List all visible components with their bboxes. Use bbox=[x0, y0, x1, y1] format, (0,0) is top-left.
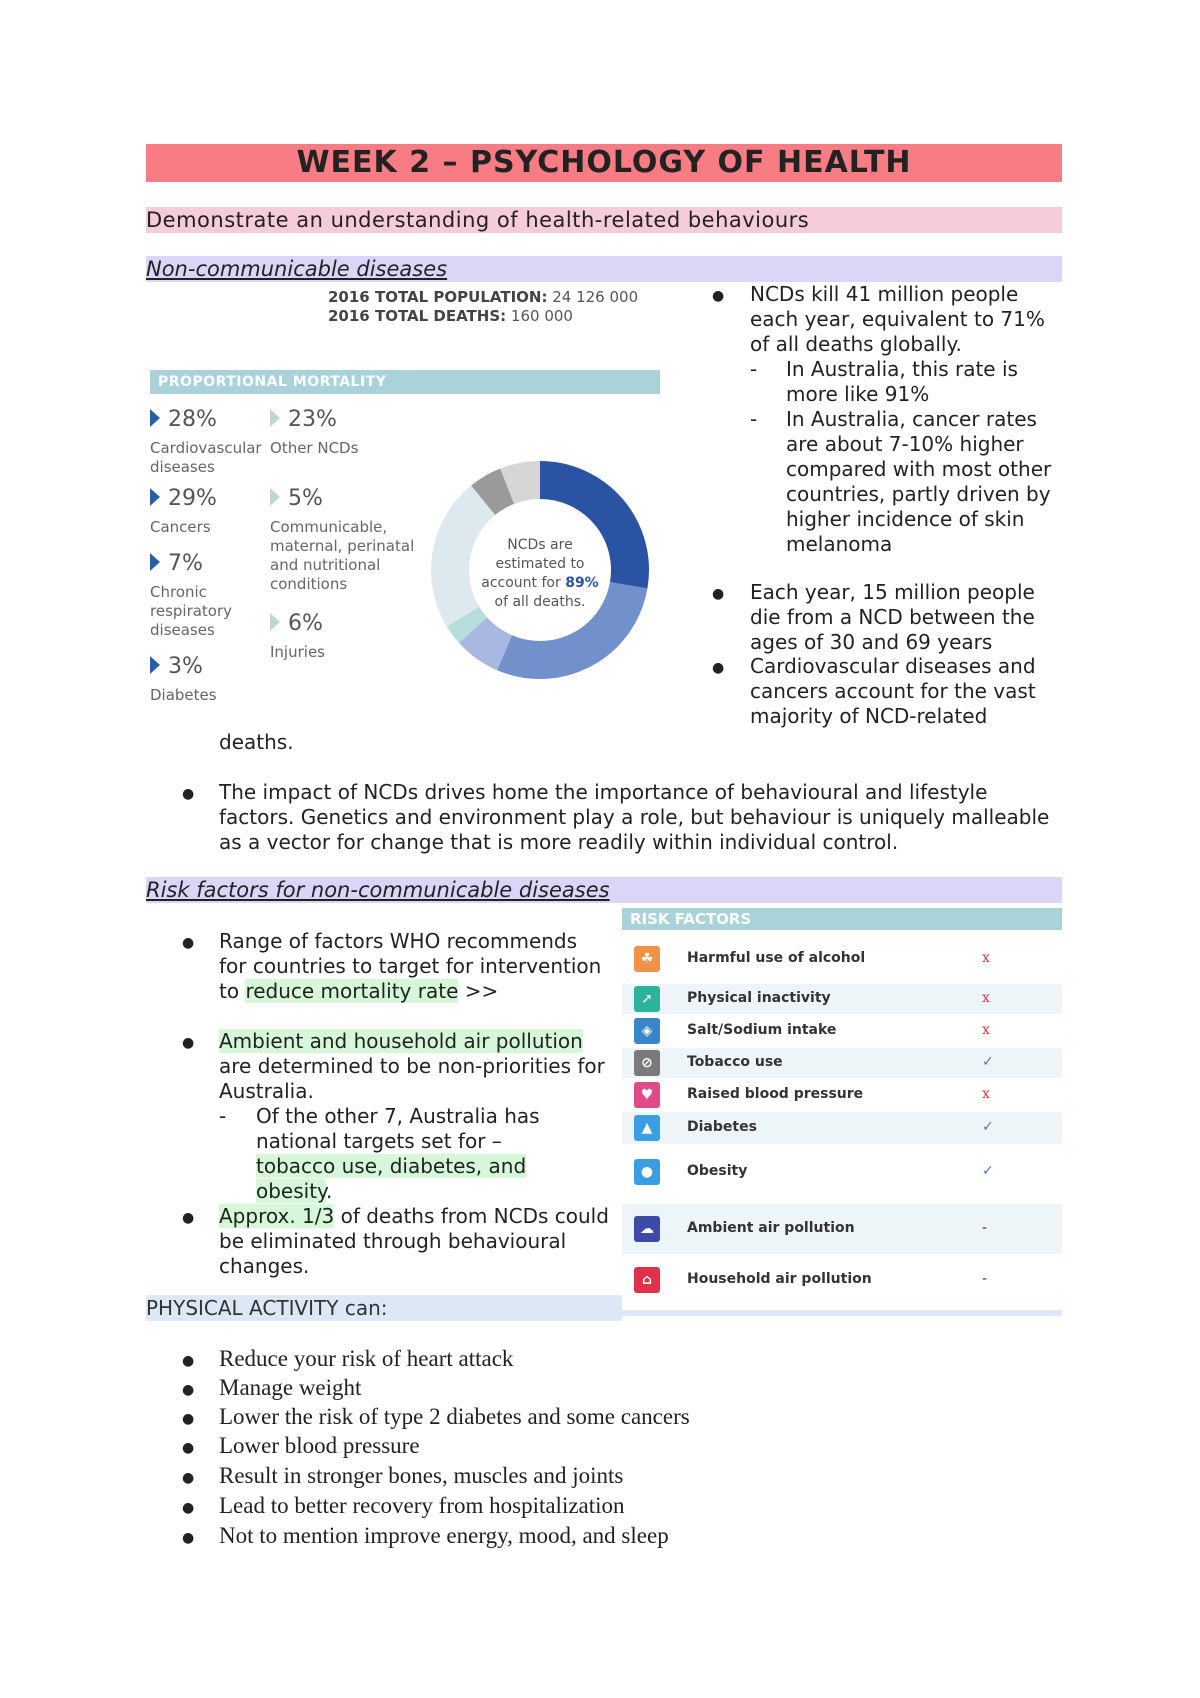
risk-row-tobacco bbox=[622, 1048, 1062, 1078]
risk-mark: x bbox=[982, 990, 990, 1006]
stat-diabetes bbox=[150, 654, 217, 705]
stat-label: Injuries bbox=[270, 643, 325, 661]
bullet-icon: ● bbox=[182, 1382, 195, 1398]
donut-slice-6 bbox=[507, 480, 540, 486]
risk-row-diabetes bbox=[622, 1112, 1062, 1144]
donut-center-text bbox=[470, 536, 610, 612]
triangle-icon bbox=[150, 409, 160, 427]
bullet-icon: ● bbox=[712, 586, 725, 602]
stat-pct: 3% bbox=[168, 654, 203, 679]
population-value: 24 126 000 bbox=[552, 288, 639, 306]
ncd-fact-3: Cardiovascular diseases and cancers account for the vast majority of NCD-related bbox=[750, 654, 1036, 728]
ambient-air-icon: ☁ bbox=[634, 1216, 660, 1242]
ncd-fact-3-end: deaths. bbox=[219, 730, 294, 754]
list-item: Manage weight bbox=[219, 1375, 362, 1400]
page-title: WEEK 2 – PSYCHOLOGY OF HEALTH bbox=[146, 144, 1062, 182]
list-item: Lead to better recovery from hospitalization bbox=[219, 1493, 625, 1518]
dash-icon: - bbox=[750, 357, 758, 381]
risk-row-salt bbox=[622, 1016, 1062, 1046]
stat-pct: 23% bbox=[288, 407, 337, 432]
section-heading-risk: Risk factors for non-communicable diseases bbox=[146, 877, 1062, 903]
salt-icon: ◈ bbox=[634, 1018, 660, 1044]
risk-row-obesity bbox=[622, 1146, 1062, 1198]
risk-row-alcohol bbox=[622, 940, 1062, 978]
bullet-icon: ● bbox=[712, 288, 725, 304]
risk-mark: x bbox=[982, 950, 990, 966]
risk-bullet-3 bbox=[219, 1204, 609, 1279]
stat-label: Other NCDs bbox=[270, 439, 359, 457]
stat-label: diseases bbox=[150, 458, 215, 476]
population-label: 2016 TOTAL POPULATION: bbox=[328, 288, 548, 306]
risk-row-physical-inactivity bbox=[622, 984, 1062, 1014]
risk-row-blood-pressure bbox=[622, 1080, 1062, 1110]
risk-label: Tobacco use bbox=[687, 1054, 783, 1070]
triangle-icon bbox=[270, 488, 280, 506]
stat-pct: 29% bbox=[168, 486, 217, 511]
diabetes-icon: ▲ bbox=[634, 1115, 660, 1141]
risk-label: Physical inactivity bbox=[687, 990, 831, 1006]
table-bottom-rule bbox=[622, 1310, 1062, 1316]
blood-pressure-icon: ♥ bbox=[634, 1082, 660, 1108]
household-air-icon: ⌂ bbox=[634, 1267, 660, 1293]
page-subtitle: Demonstrate an understanding of health-related behaviours bbox=[146, 207, 1062, 233]
list-item: Lower the risk of type 2 diabetes and some cancers bbox=[219, 1404, 690, 1429]
stat-label: conditions bbox=[270, 575, 348, 593]
list-item: Lower blood pressure bbox=[219, 1433, 420, 1458]
stat-label: diseases bbox=[150, 621, 215, 639]
triangle-icon bbox=[270, 613, 280, 631]
risk-row-household-air bbox=[622, 1258, 1062, 1302]
stat-label: Communicable, bbox=[270, 518, 388, 536]
risk-bullet-2 bbox=[219, 1029, 609, 1104]
risk-label: Diabetes bbox=[687, 1119, 757, 1135]
dash-icon: - bbox=[219, 1104, 227, 1128]
deaths-label: 2016 TOTAL DEATHS: bbox=[328, 307, 507, 325]
risk-mark: ✓ bbox=[982, 1054, 994, 1070]
donut-text-line bbox=[470, 574, 610, 593]
risk-mark: x bbox=[982, 1022, 990, 1038]
ncd-fact-4: The impact of NCDs drives home the importance of behavioural and lifestyle factors. Genetics and environment play a role, but behaviour is uniquely malleable as a vector for change that is more readily within individual control. bbox=[219, 780, 1050, 854]
section-heading-physical: PHYSICAL ACTIVITY can: bbox=[146, 1295, 622, 1321]
no-smoking-icon: ⊘ bbox=[634, 1050, 660, 1076]
stat-label: Chronic bbox=[150, 583, 207, 601]
dash-icon: - bbox=[750, 407, 758, 431]
running-icon: ➚ bbox=[634, 986, 660, 1012]
stat-label: maternal, perinatal bbox=[270, 537, 415, 555]
bullet-icon: ● bbox=[182, 786, 195, 802]
stat-communicable bbox=[270, 486, 414, 594]
stat-label: Cardiovascular bbox=[150, 439, 262, 457]
ncd-subfact-1: In Australia, this rate is more like 91% bbox=[786, 357, 1018, 406]
triangle-icon bbox=[150, 656, 160, 674]
ncd-fact-2: Each year, 15 million people die from a NCD between the ages of 30 and 69 years bbox=[750, 580, 1035, 654]
list-item: Reduce your risk of heart attack bbox=[219, 1346, 514, 1371]
deaths-line bbox=[328, 307, 573, 325]
bullet-icon: ● bbox=[182, 1470, 195, 1486]
donut-slice-2 bbox=[473, 630, 505, 653]
stat-chronic-respiratory bbox=[150, 551, 232, 640]
text-run: Range of factors WHO recommends for countries to target for intervention to bbox=[219, 929, 602, 1003]
list-item: Not to mention improve energy, mood, and sleep bbox=[219, 1523, 669, 1548]
section-heading-ncd: Non-communicable diseases bbox=[146, 256, 1062, 282]
donut-slice-3 bbox=[463, 617, 473, 630]
risk-mark: - bbox=[982, 1220, 988, 1236]
highlight-text: Ambient and household air pollution bbox=[219, 1029, 583, 1053]
text-run: >> bbox=[458, 979, 499, 1003]
triangle-icon bbox=[270, 409, 280, 427]
highlight-text: tobacco use, diabetes, and obesity bbox=[256, 1154, 527, 1203]
stat-label: Diabetes bbox=[150, 686, 217, 704]
stat-cancers bbox=[150, 486, 217, 537]
risk-mark: ✓ bbox=[982, 1119, 994, 1135]
bullet-icon: ● bbox=[182, 1210, 195, 1226]
bullet-icon: ● bbox=[182, 1500, 195, 1516]
bullet-icon: ● bbox=[182, 935, 195, 951]
text-run: . bbox=[326, 1179, 333, 1203]
highlight-text: Approx. 1/3 bbox=[219, 1204, 335, 1228]
highlight-text: reduce mortality rate bbox=[245, 979, 459, 1003]
risk-mark: ✓ bbox=[982, 1163, 994, 1179]
risk-label: Raised blood pressure bbox=[687, 1086, 864, 1102]
stat-injuries bbox=[270, 611, 325, 662]
risk-subbullet-1 bbox=[256, 1104, 576, 1204]
ncd-subfact-2: In Australia, cancer rates are about 7-10% higher compared with most other countries, partly driven by higher incidence of skin melanoma bbox=[786, 407, 1052, 556]
stat-pct: 28% bbox=[168, 407, 217, 432]
text-run: Of the other 7, Australia has national targets set for – bbox=[256, 1104, 540, 1153]
triangle-icon bbox=[150, 488, 160, 506]
risk-label: Household air pollution bbox=[687, 1271, 872, 1287]
risk-mark: - bbox=[982, 1271, 988, 1287]
bullet-icon: ● bbox=[182, 1035, 195, 1051]
risk-label: Obesity bbox=[687, 1163, 748, 1179]
bullet-icon: ● bbox=[182, 1353, 195, 1369]
donut-text-part: account for bbox=[481, 575, 566, 591]
stat-pct: 5% bbox=[288, 486, 323, 511]
alcohol-icon: ☘ bbox=[634, 946, 660, 972]
deaths-value: 160 000 bbox=[510, 307, 573, 325]
risk-label: Ambient air pollution bbox=[687, 1220, 855, 1236]
proportional-mortality-header: PROPORTIONAL MORTALITY bbox=[150, 370, 660, 394]
obesity-icon: ● bbox=[634, 1159, 660, 1185]
bullet-icon: ● bbox=[182, 1440, 195, 1456]
text-run: are determined to be non-priorities for Australia. bbox=[219, 1054, 605, 1103]
risk-mark: x bbox=[982, 1086, 990, 1102]
risk-label: Salt/Sodium intake bbox=[687, 1022, 837, 1038]
risk-row-ambient-air bbox=[622, 1204, 1062, 1254]
stat-label: and nutritional bbox=[270, 556, 381, 574]
stat-cardiovascular bbox=[150, 407, 262, 477]
bullet-icon: ● bbox=[182, 1411, 195, 1427]
text-run: of deaths from NCDs could be eliminated through behavioural changes. bbox=[219, 1204, 609, 1278]
stat-pct: 7% bbox=[168, 551, 203, 576]
bullet-icon: ● bbox=[182, 1530, 195, 1546]
bullet-icon: ● bbox=[712, 660, 725, 676]
stat-label: respiratory bbox=[150, 602, 233, 620]
stat-label: Cancers bbox=[150, 518, 211, 536]
donut-text-highlight: 89% bbox=[565, 575, 599, 591]
donut-text-line: estimated to bbox=[495, 556, 585, 572]
list-item: Result in stronger bones, muscles and joints bbox=[219, 1463, 624, 1488]
risk-label: Harmful use of alcohol bbox=[687, 950, 866, 966]
risk-bullet-1 bbox=[219, 929, 609, 1004]
triangle-icon bbox=[150, 553, 160, 571]
population-line bbox=[328, 288, 638, 306]
risk-factors-header: RISK FACTORS bbox=[622, 908, 1062, 930]
stat-pct: 6% bbox=[288, 611, 323, 636]
donut-text-line: NCDs are bbox=[507, 537, 573, 553]
donut-slice-5 bbox=[483, 486, 507, 500]
stat-other-ncds bbox=[270, 407, 358, 458]
ncd-fact-1: NCDs kill 41 million people each year, equivalent to 71% of all deaths globally. bbox=[750, 282, 1045, 356]
donut-text-line: of all deaths. bbox=[494, 594, 586, 610]
